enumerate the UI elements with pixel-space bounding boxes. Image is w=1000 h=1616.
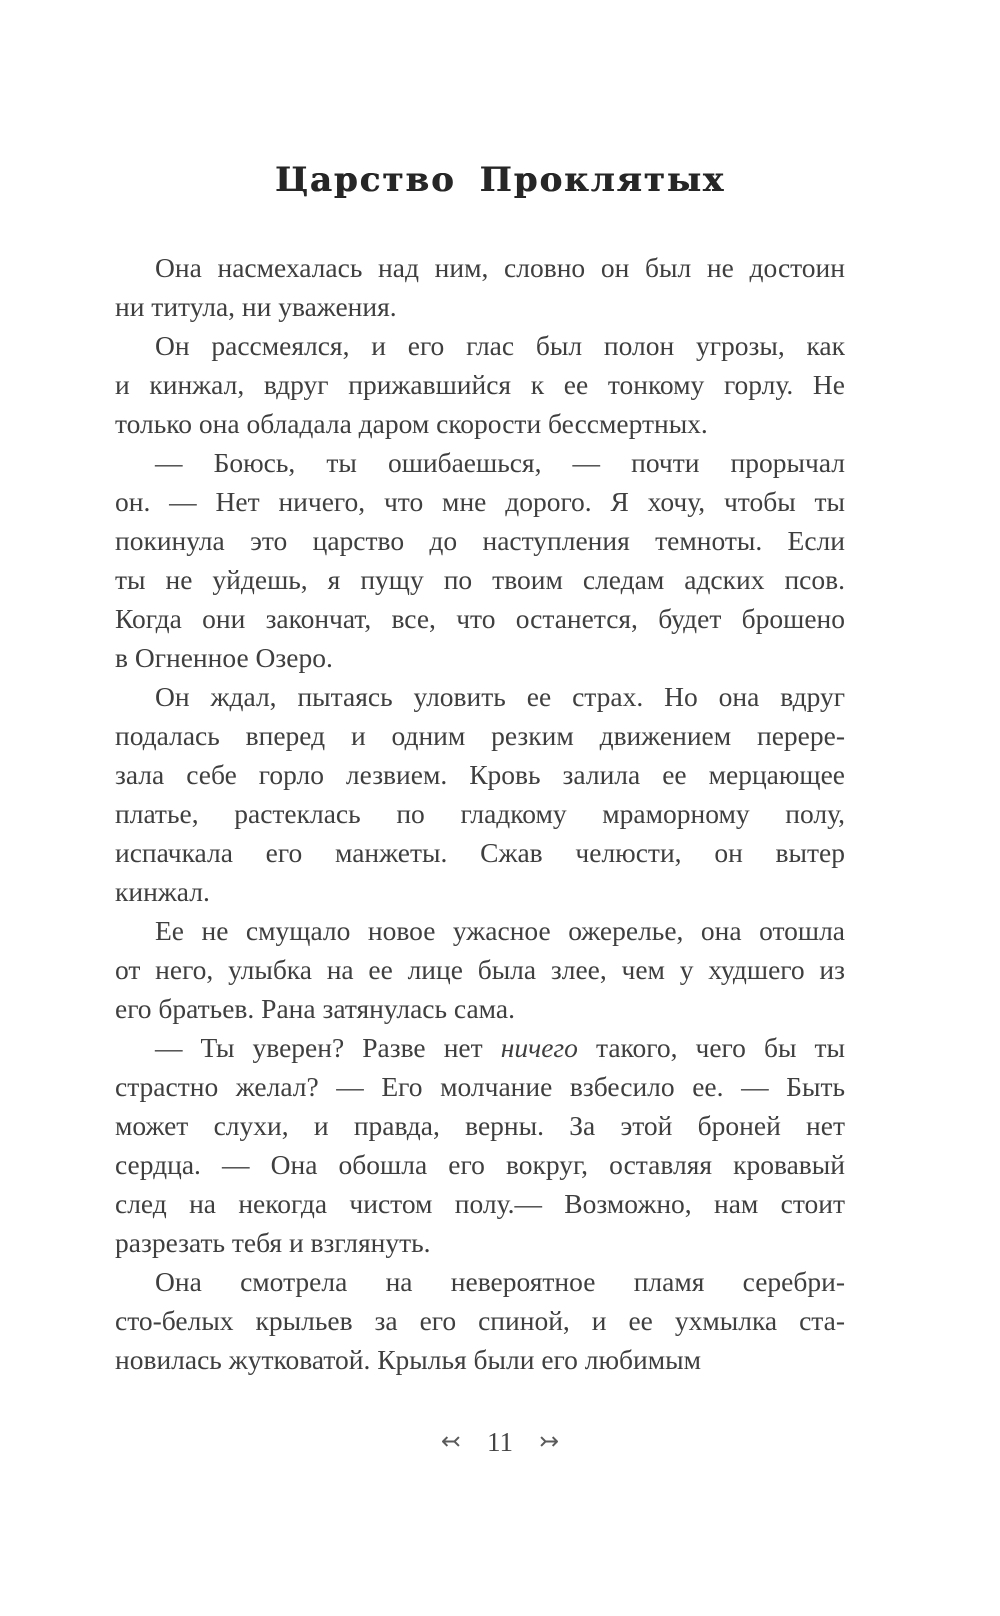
text-line: Когда они закончат, все, что останется, будет брошено — [115, 603, 845, 634]
text-line: может слухи, и правда, верны. За этой броней нет — [115, 1110, 845, 1141]
body-text — [115, 248, 845, 1379]
text-line: ты не уйдешь, я пущу по твоим следам адских псов. — [115, 564, 845, 595]
text-line: ни титула, ни уважения. — [115, 291, 397, 322]
text-line: Она насмехалась над ним, словно он был не достоин — [155, 252, 845, 283]
text-line: подалась вперед и одним резким движением перере- — [115, 720, 845, 751]
paragraph — [115, 911, 845, 1028]
text-line: кинжал. — [115, 876, 210, 907]
text-line: от него, улыбка на ее лице была злее, чем у худшего из — [115, 954, 845, 985]
text-line: — Боюсь, ты ошибаешься, — почти прорычал — [155, 447, 845, 478]
right-arrow-ornament-icon: ↣ — [539, 1427, 560, 1455]
text-line: испачкала его манжеты. Сжав челюсти, он вытер — [115, 837, 845, 868]
text-line: след на некогда чистом полу.— Возможно, нам стоит — [115, 1188, 845, 1219]
text-line: Он ждал, пытаясь уловить ее страх. Но она вдруг — [155, 681, 845, 712]
text-line: в Огненное Озеро. — [115, 642, 333, 673]
paragraph — [115, 1028, 845, 1262]
paragraph — [115, 1262, 845, 1379]
text-line: зала себе горло лезвием. Кровь залила ее мерцающее — [115, 759, 845, 790]
page-footer — [0, 1424, 1000, 1460]
text-line: Он рассмеялся, и его глас был полон угрозы, как — [155, 330, 845, 361]
italic-word: ничего — [500, 1032, 578, 1063]
page-number: 11 — [487, 1427, 513, 1457]
paragraph — [115, 443, 845, 677]
text-line: сто-белых крыльев за его спиной, и ее ухмылка ста- — [115, 1305, 845, 1336]
text-line: — Ты уверен? Разве нет ничего такого, чего бы ты — [155, 1032, 845, 1063]
paragraph — [115, 677, 845, 911]
running-header-title: Царство Проклятых — [274, 160, 726, 200]
text-line: страстно желал? — Его молчание взбесило ее. — Быть — [115, 1071, 845, 1102]
text-line: новилась жутковатой. Крылья были его любимым — [115, 1344, 702, 1375]
left-arrow-ornament-icon: ↢ — [440, 1427, 461, 1455]
text-line: только она обладала даром скорости бессмертных. — [115, 408, 708, 439]
text-line: сердца. — Она обошла его вокруг, оставляя кровавый — [115, 1149, 845, 1180]
text-line: он. — Нет ничего, что мне дорого. Я хочу, чтобы ты — [115, 486, 845, 517]
text-line: Ее не смущало новое ужасное ожерелье, она отошла — [155, 915, 845, 946]
text-line: платье, растеклась по гладкому мраморному полу, — [115, 798, 845, 829]
paragraph — [115, 326, 845, 443]
paragraph — [115, 248, 845, 326]
text-line: разрезать тебя и взглянуть. — [115, 1227, 431, 1258]
text-line: Она смотрела на невероятное пламя серебри- — [155, 1266, 845, 1297]
text-line: покинула это царство до наступления темноты. Если — [115, 525, 845, 556]
text-line: и кинжал, вдруг прижавшийся к ее тонкому горлу. Не — [115, 369, 845, 400]
text-line: его братьев. Рана затянулась сама. — [115, 993, 515, 1024]
